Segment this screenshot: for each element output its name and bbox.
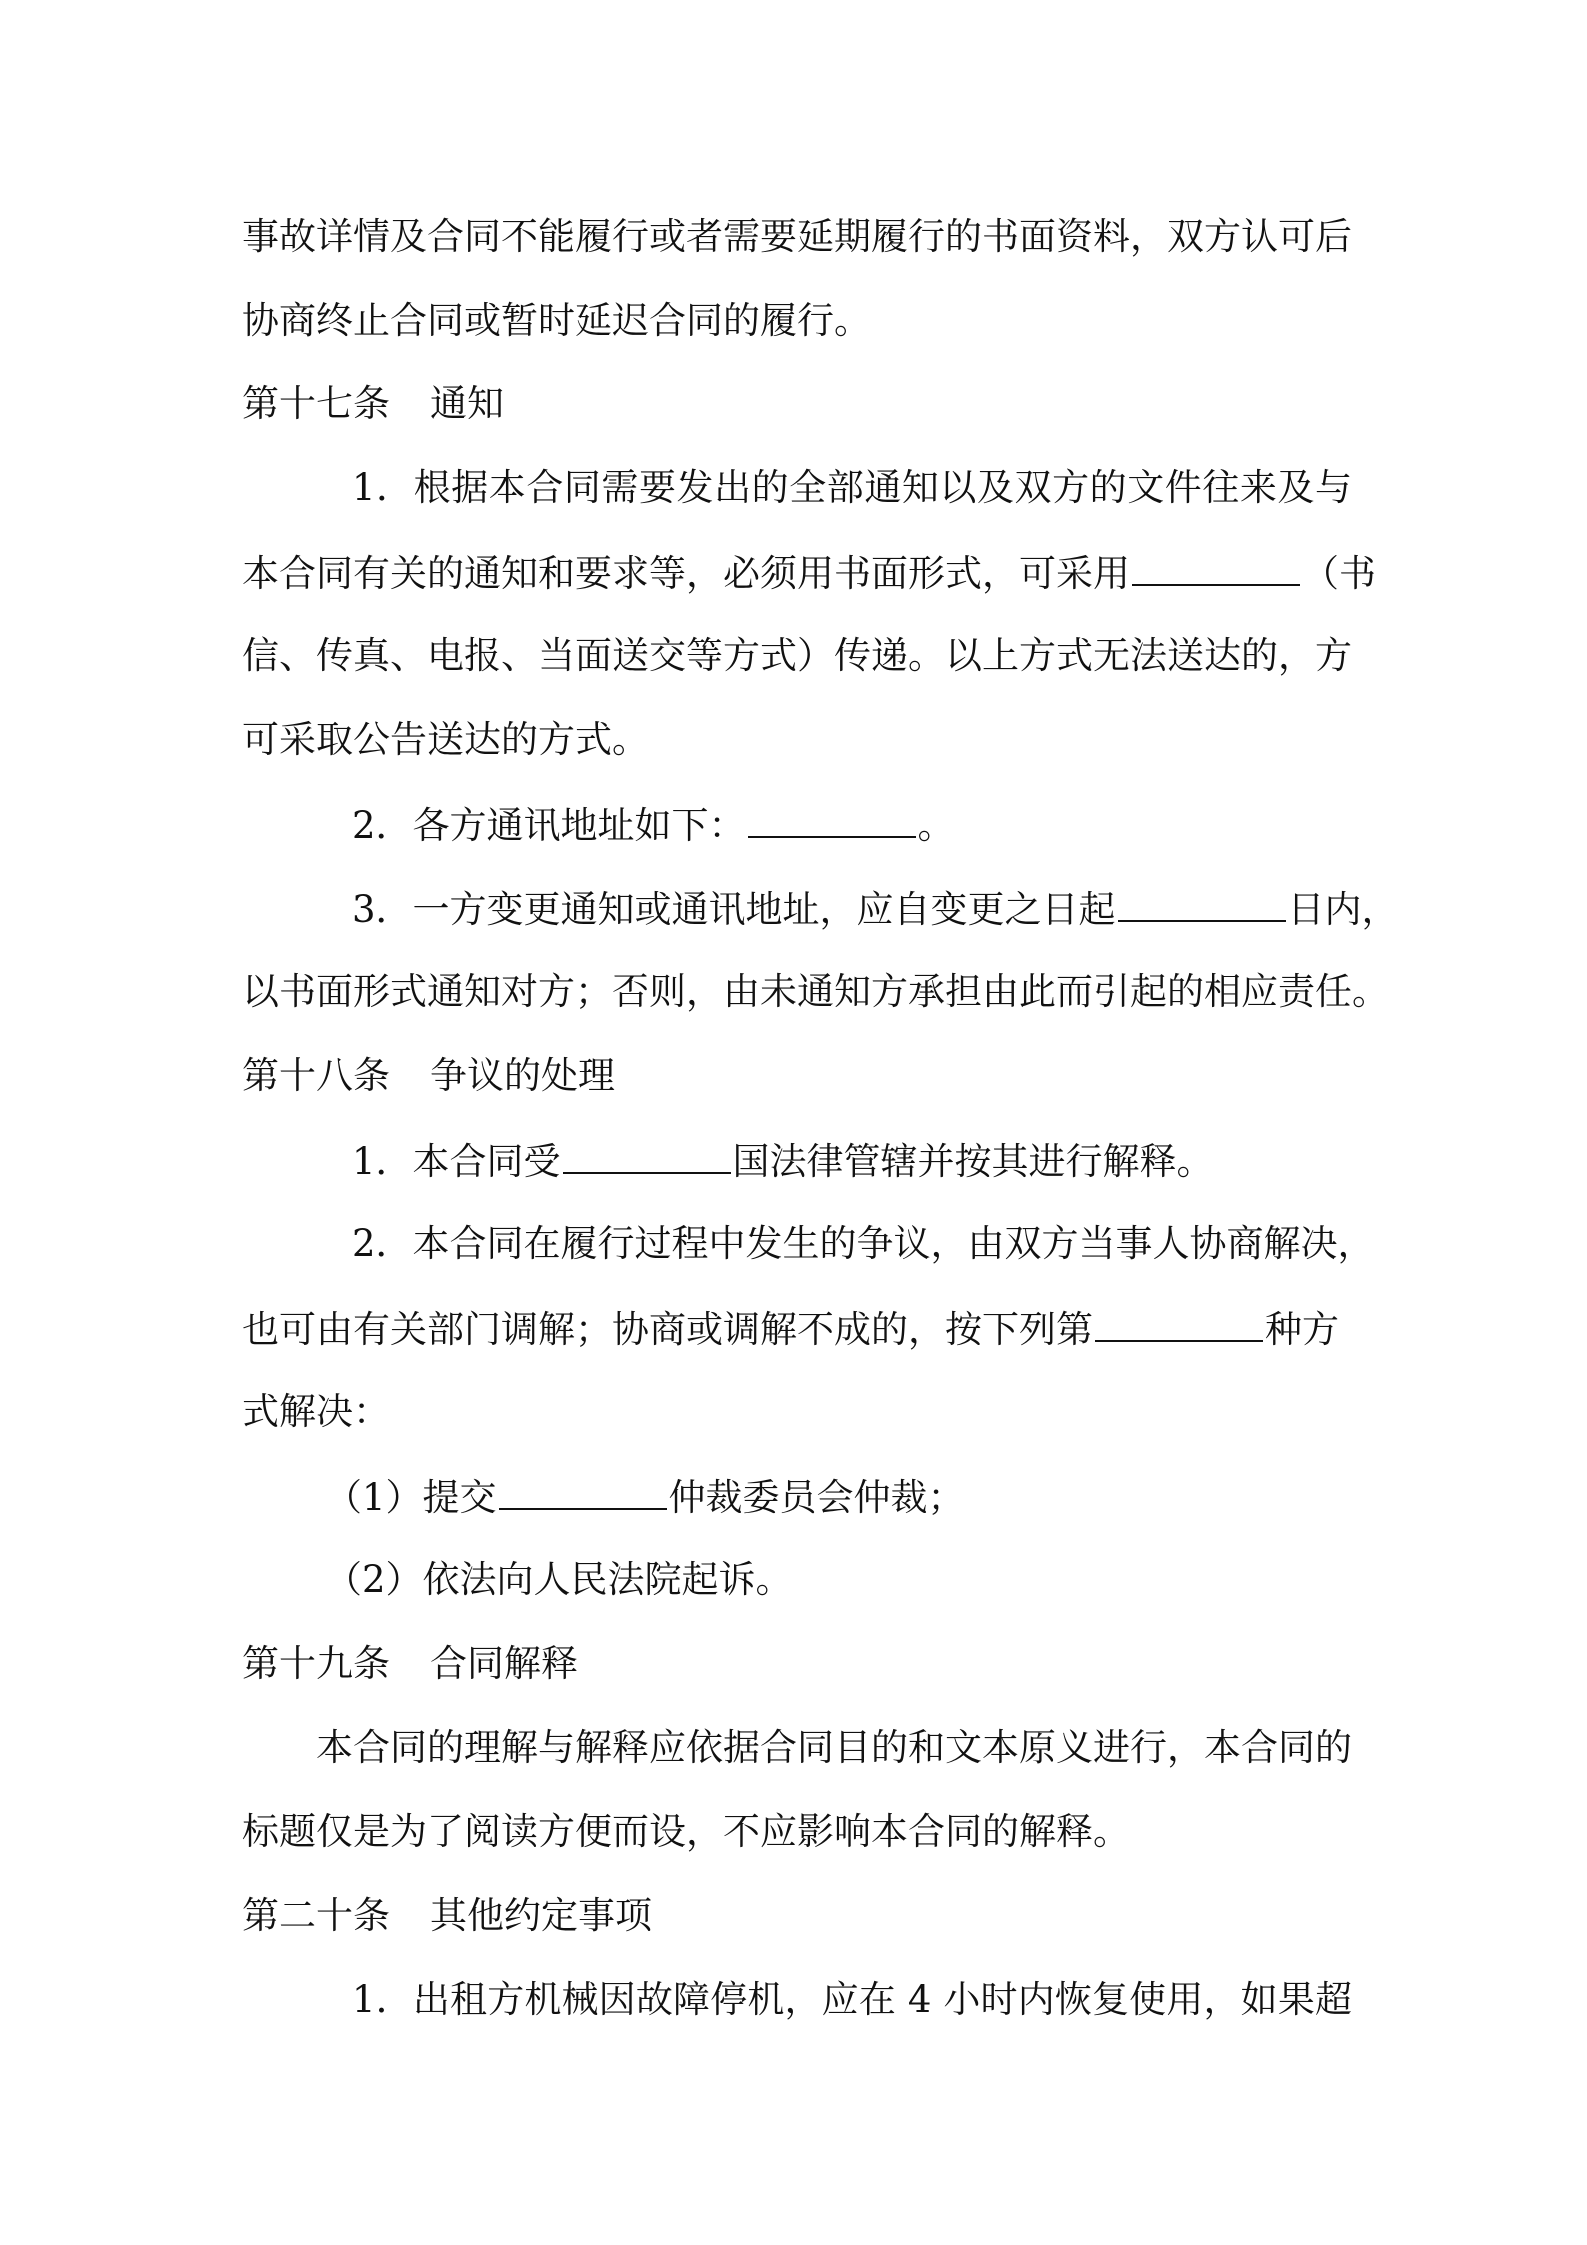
article-17-heading [242,380,1352,428]
text-line [352,884,1399,934]
text-line: 信、传真、电报、当面送交等方式）传递。以上方式无法送达的，方 [242,634,1352,677]
text-segment: （1）提交 [325,1476,497,1519]
text-segment: 2．各方通讯地址如下： [352,804,746,847]
article-19-heading [242,1640,1352,1688]
text-segment: 3．一方变更通知或通讯地址，应自变更之日起 [352,888,1116,931]
text-segment: （书 [1302,552,1376,595]
text-segment: 。 [917,804,955,847]
article-number: 第十七条 [242,382,390,425]
article-number: 第二十条 [242,1894,390,1937]
text-line [352,800,1352,850]
text-line: 1．出租方机械因故障停机，应在 4 小时内恢复使用，如果超 [352,1978,1352,2021]
text-segment: 也可由有关部门调解；协商或调解不成的，按下列第 [242,1308,1093,1351]
text-line: 以书面形式通知对方；否则，由未通知方承担由此而引起的相应责任。 [242,970,1389,1013]
text-line: 可采取公告送达的方式。 [242,718,649,761]
article-18-heading [242,1052,1352,1100]
text-line: 协商终止合同或暂时延迟合同的履行。 [242,299,871,342]
fill-blank [1132,548,1300,586]
fill-blank [563,1136,731,1174]
text-line: 标题仅是为了阅读方便而设，不应影响本合同的解释。 [242,1810,1130,1853]
fill-blank [499,1472,667,1510]
text-line: 事故详情及合同不能履行或者需要延期履行的书面资料，双方认可后 [242,215,1352,258]
text-line: 本合同的理解与解释应依据合同目的和文本原义进行，本合同的 [316,1726,1352,1769]
text-line: 1．根据本合同需要发出的全部通知以及双方的文件往来及与 [352,466,1352,509]
text-line [325,1472,1352,1522]
text-segment: 种方 [1265,1308,1339,1351]
text-line: （2）依法向人民法院起诉。 [325,1558,793,1601]
article-20-heading [242,1892,1352,1940]
text-segment: 国法律管辖并按其进行解释。 [732,1140,1214,1183]
fill-blank [1118,884,1286,922]
text-line [242,548,1376,598]
text-line [352,1136,1352,1186]
article-title: 合同解释 [430,1642,578,1685]
text-segment: 1．本合同受 [352,1140,561,1183]
text-line: 式解决： [242,1390,390,1433]
text-line [242,1304,1352,1354]
text-segment: 仲裁委员会仲裁； [668,1476,965,1519]
article-number: 第十八条 [242,1054,390,1097]
text-segment: 日内， [1287,888,1399,931]
article-title: 通知 [430,382,504,425]
fill-blank [748,800,916,838]
article-title: 其他约定事项 [430,1894,652,1937]
fill-blank [1095,1304,1263,1342]
text-segment: 本合同有关的通知和要求等，必须用书面形式，可采用 [242,552,1130,595]
article-number: 第十九条 [242,1642,390,1685]
article-title: 争议的处理 [430,1054,615,1097]
text-line: 2．本合同在履行过程中发生的争议，由双方当事人协商解决， [352,1222,1375,1265]
